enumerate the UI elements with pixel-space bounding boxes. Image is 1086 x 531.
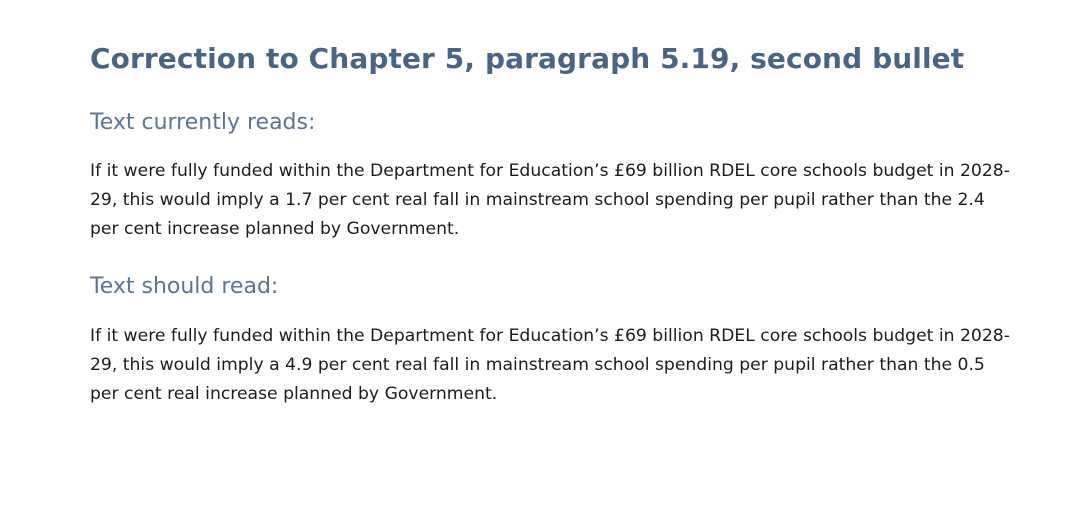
current-text-heading: Text currently reads: [90,110,316,135]
page-title: Correction to Chapter 5, paragraph 5.19, second bullet [90,42,965,75]
corrected-text-heading: Text should read: [90,274,279,299]
current-text-paragraph: If it were fully funded within the Department for Education’s £69 billion RDEL core schools budget in 2028-29, this would imply a 1.7 per cent real fall in mainstream school spending per pupil rather than the 2.4 per cent increase planned by Government. [90,161,1010,239]
corrected-text-paragraph: If it were fully funded within the Department for Education’s £69 billion RDEL core schools budget in 2028-29, this would imply a 4.9 per cent real fall in mainstream school spending per pupil rather than the 0.5 per cent real increase planned by Government. [90,326,1010,404]
